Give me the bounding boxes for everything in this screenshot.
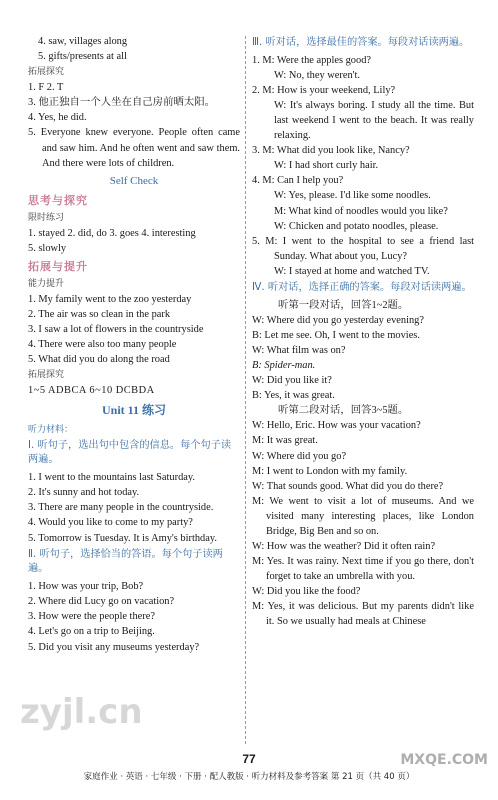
answer-line: 4. saw, villages along [38, 36, 128, 47]
section-instruction: Ⅳ. 听对话，选择正确的答案。每段对话读两遍。 [252, 281, 472, 293]
column-divider [245, 36, 246, 744]
dialogue-line: W: I had short curly hair. [274, 160, 379, 172]
dialogue-line: W: What film was on? [252, 344, 346, 356]
answer-line: 5. What did you do along the road [28, 354, 170, 366]
sentence-line: 5. Did you visit any museums yesterday? [28, 641, 200, 653]
sentence-line: 5. Tomorrow is Tuesday. It is Amy's birthday. [28, 532, 217, 544]
answer-line: 5. slowly [28, 242, 67, 254]
page-footer: 家庭作业 · 英语 · 七年级 · 下册 · 配人教版 · 听力材料及参考答案 第 21 页（共 40 页） [83, 772, 415, 782]
dialogue-line: 5. M: I went to the hospital to see a friend last Sunday. What about you, Lucy? [252, 235, 474, 262]
sentence-line: 3. There are many people in the countryside. [28, 502, 214, 514]
prompt-line: 听第二段对话，回答3~5题。 [278, 405, 409, 417]
left-column [28, 34, 240, 655]
dialogue-line: W: Where did you go yesterday evening? [252, 314, 424, 326]
answer-line: 1. My family went to the zoo yesterday [28, 293, 192, 305]
section-instruction: Ⅲ. 听对话，选择最佳的答案。每段对话读两遍。 [252, 37, 470, 48]
answer-line: 4. Yes, he did. [28, 112, 87, 124]
dialogue-line: B: Let me see. Oh, I went to the movies. [252, 329, 420, 341]
answer-line: 3. 他正独自一个人坐在自己房前晒太阳。 [28, 97, 216, 109]
section-instruction: Ⅱ. 听句子，选择恰当的答语。每个句子读两遍。 [28, 548, 223, 575]
dialogue-line: W: That sounds good. What did you do there? [252, 480, 444, 492]
answer-line: 5. gifts/presents at all [38, 51, 127, 63]
answer-line: 1. F 2. T [28, 82, 64, 94]
dialogue-line: 4. M: Can I help you? [252, 175, 344, 187]
dialogue-line: M: Yes, it was delicious. But my parents didn't like it. So we usually had meals at Chinese [252, 601, 474, 628]
unit-title: Unit 11 练习 [101, 403, 166, 418]
dialogue-line: 1. M: Were the apples good? [252, 54, 372, 66]
dialogue-line: W: Did you like it? [252, 375, 332, 387]
dialogue-line: W: Hello, Eric. How was your vacation? [252, 420, 421, 432]
prompt-line: 听第一段对话，回答1~2题。 [278, 299, 409, 311]
sentence-line: 1. I went to the mountains last Saturday. [28, 472, 195, 484]
section-heading: 拓展与提升 [28, 259, 88, 273]
sentence-line: 2. Where did Lucy go on vacation? [28, 596, 175, 608]
dialogue-line: B: Yes, it was great. [252, 390, 335, 402]
answer-line: 1. stayed 2. did, do 3. goes 4. interesting [28, 227, 196, 239]
sentence-line: 1. How was your trip, Bob? [28, 581, 144, 593]
dialogue-line: B: Spider-man. [252, 360, 316, 372]
dialogue-line: 2. M: How is your weekend, Lily? [252, 84, 396, 96]
page-number: 77 [242, 752, 256, 766]
answer-line: 2. The air was so clean in the park [28, 308, 171, 320]
section-instruction: Ⅰ. 听句子，选出句中包含的信息。每个句子读两遍。 [28, 439, 232, 466]
dialogue-line: W: Yes, please. I'd like some noodles. [274, 190, 431, 202]
section-tag: 拓展探究 [28, 67, 65, 78]
self-check-title: Self Check [109, 174, 159, 187]
dialogue-line: W: It's always boring. I study all the time. But last weekend I went to the beach. It was really relaxing. [274, 100, 474, 142]
dialogue-line: W: Chicken and potato noodles, please. [274, 220, 439, 232]
answer-line: 4. There were also too many people [28, 338, 177, 350]
sentence-line: 2. It's sunny and hot today. [28, 487, 140, 499]
dialogue-line: 3. M: What did you look like, Nancy? [252, 145, 410, 157]
right-column [252, 34, 474, 629]
watermark-left: zyjl.cn [20, 692, 143, 732]
sentence-line: 4. Would you like to come to my party? [28, 517, 193, 529]
answer-line: 1~5 ADBCA 6~10 DCBDA [28, 385, 155, 397]
dialogue-line: M: I went to London with my family. [252, 465, 408, 477]
answer-line: 3. I saw a lot of flowers in the countryside [28, 323, 204, 335]
answer-paragraph: 5. Everyone knew everyone. People often came and saw him. And he often went and saw them. And there were lots of children. [28, 127, 240, 169]
dialogue-line: M: We went to visit a lot of museums. And we visited many interesting places, like London Bridge, Big Ben and so on. [252, 495, 474, 537]
dialogue-line: M: What kind of noodles would you like? [274, 205, 448, 217]
watermark-right: MXQE.COM [400, 752, 488, 768]
dialogue-line: W: How was the weather? Did it often rain? [252, 540, 436, 552]
dialogue-line: M: It was great. [252, 435, 318, 447]
section-tag: 限时练习 [28, 212, 65, 223]
dialogue-line: W: Did you like the food? [252, 586, 361, 598]
dialogue-line: W: No, they weren't. [274, 69, 361, 81]
sentence-line: 4. Let's go on a trip to Beijing. [28, 626, 155, 638]
section-tag: 能力提升 [28, 278, 65, 289]
dialogue-line: W: Where did you go? [252, 450, 347, 462]
sentence-line: 3. How were the people there? [28, 611, 155, 623]
dialogue-line: M: Yes. It was rainy. Next time if you go there, don't forget to take an umbrella with you. [252, 556, 474, 583]
section-heading: 思考与探究 [28, 193, 88, 207]
dialogue-line: W: I stayed at home and watched TV. [274, 265, 430, 277]
listening-label: 听力材料： [28, 424, 74, 435]
section-tag: 拓展探究 [28, 370, 65, 381]
